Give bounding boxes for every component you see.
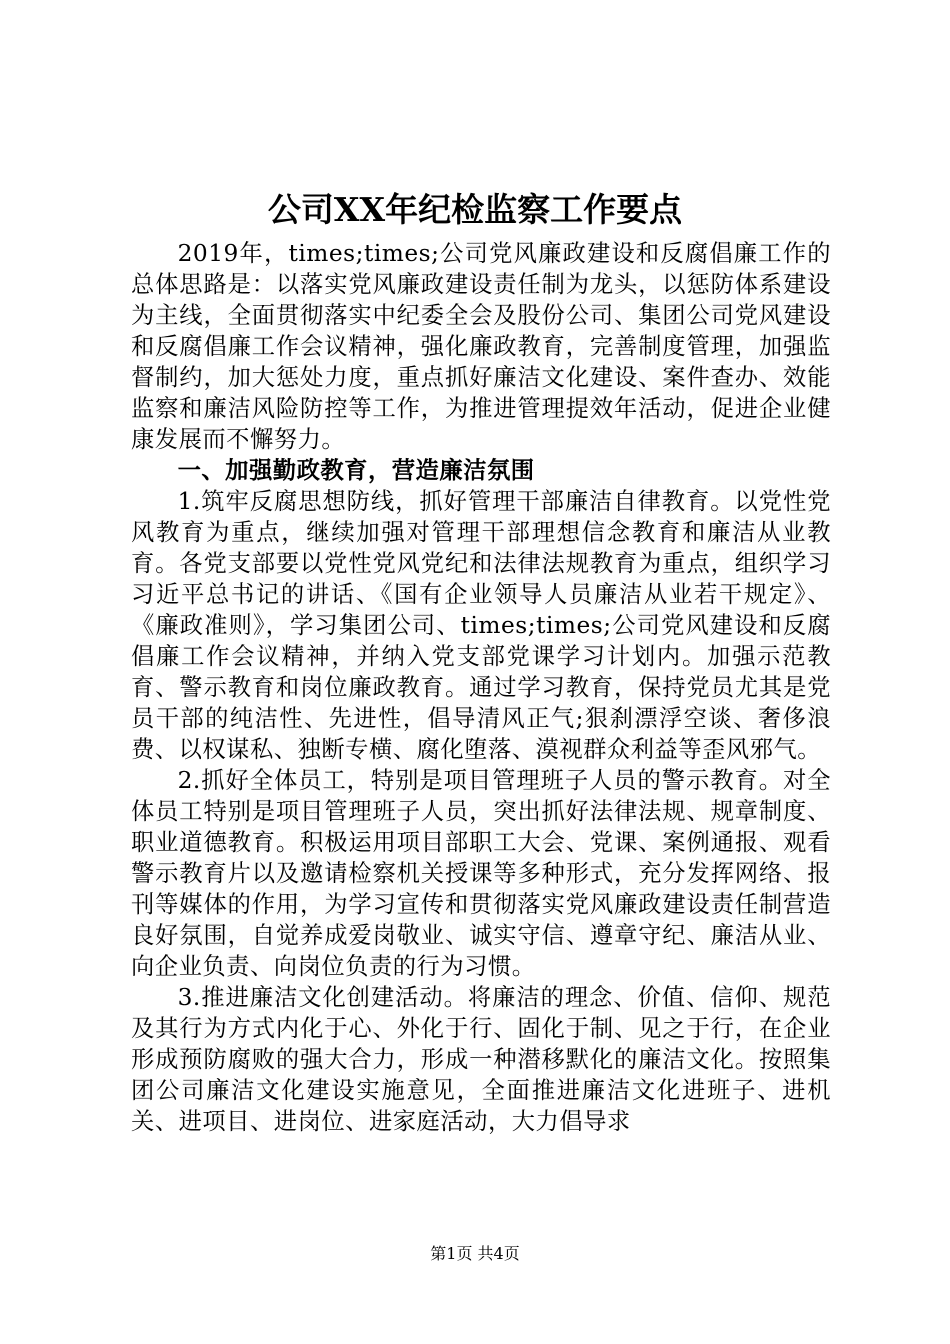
paragraph-item-2: 2.抓好全体员工，特别是项目管理班子人员的警示教育。对全体员工特别是项目管理班子人员，突出抓好法律法规、规章制度、职业道德教育。积极运用项目部职工大会、党课、案例通报、观看警示教育片以及邀请检察机关授课等多种形式，充分发挥网络、报刊等媒体的作用，为学习宣传和贯彻落实党风廉政建设责任制营造良好氛围，自觉养成爱岗敬业、诚实守信、遵章守纪、廉洁从业、向企业负责、向岗位负责的行为习惯。 [131, 767, 831, 980]
document-title: 公司XX年纪检监察工作要点 [267, 190, 683, 229]
document-body [131, 238, 831, 1137]
section-heading: 一、加强勤政教育，营造廉洁氛围 [177, 457, 535, 484]
page-footer: 第1页 共4页 [430, 1244, 520, 1263]
paragraph-item-1: 1.筑牢反腐思想防线，抓好管理干部廉洁自律教育。以党性党风教育为重点，继续加强对管理干部理想信念教育和廉洁从业教育。各党支部要以党性党风党纪和法律法规教育为重点，组织学习习近平总书记的讲话、《国有企业领导人员廉洁从业若干规定》、《廉政准则》，学习集团公司、times;times;公司党风建设和反腐倡廉工作会议精神，并纳入党支部党课学习计划内。加强示范教育、警示教育和岗位廉政教育。通过学习教育，保持党员尤其是党员干部的纯洁性、先进性，倡导清风正气;狠刹漂浮空谈、奢侈浪费、以权谋私、独断专横、腐化堕落、漠视群众利益等歪风邪气。 [131, 488, 831, 763]
paragraph-item-3: 3.推进廉洁文化创建活动。将廉洁的理念、价值、信仰、规范及其行为方式内化于心、外化于行、固化于制、见之于行，在企业形成预防腐败的强大合力，形成一种潜移默化的廉洁文化。按照集团公司廉洁文化建设实施意见，全面推进廉洁文化进班子、进机关、进项目、进岗位、进家庭活动，大力倡导求 [131, 984, 831, 1135]
intro-paragraph: 2019年，times;times;公司党风廉政建设和反腐倡廉工作的总体思路是：以落实党风廉政建设责任制为龙头，以惩防体系建设为主线，全面贯彻落实中纪委全会及股份公司、集团公司党风建设和反腐倡廉工作会议精神，强化廉政教育，完善制度管理，加强监督制约，加大惩处力度，重点抓好廉洁文化建设、案件查办、效能监察和廉洁风险防控等工作，为推进管理提效年活动，促进企业健康发展而不懈努力。 [131, 240, 831, 453]
